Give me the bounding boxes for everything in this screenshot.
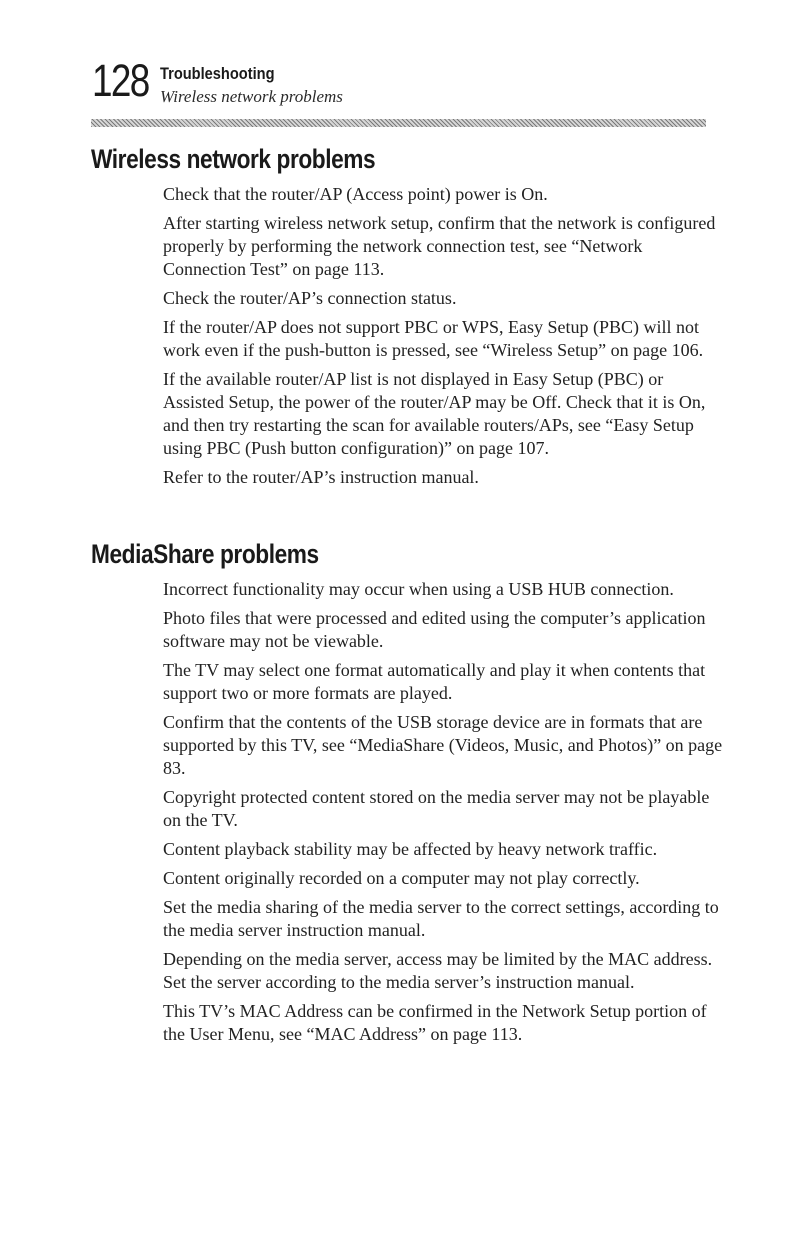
list-item: Confirm that the contents of the USB storage device are in formats that are supported by this TV, see “MediaShare (Videos, Music, and Photos)” on page 83. xyxy=(163,712,723,778)
list-item: Depending on the media server, access may be limited by the MAC address. Set the server according to the media server’s instruction manual. xyxy=(163,949,713,992)
section-heading: Wireless network problems xyxy=(91,144,376,174)
mediashare-problems-section xyxy=(91,538,731,1052)
list-item: If the router/AP does not support PBC or WPS, Easy Setup (PBC) will not work even if the push-button is pressed, see “Wireless Setup” on page 106. xyxy=(163,317,704,360)
list-item: The TV may select one format automatically and play it when contents that support two or more formats are played. xyxy=(163,660,706,703)
list-item: Incorrect functionality may occur when using a USB HUB connection. xyxy=(163,579,674,599)
running-header-chapter: Troubleshooting xyxy=(160,64,275,83)
header-rule xyxy=(91,119,706,127)
list-item: Check that the router/AP (Access point) power is On. xyxy=(163,184,548,204)
section-heading: MediaShare problems xyxy=(91,539,319,569)
list-item: Copyright protected content stored on the media server may not be playable on the TV. xyxy=(163,787,710,830)
troubleshooting-list xyxy=(163,183,723,489)
wireless-network-problems-section xyxy=(91,143,731,495)
list-item: If the available router/AP list is not displayed in Easy Setup (PBC) or Assisted Setup, the power of the router/AP may be Off. Check that it is On, and then try restarting the scan for available routers/APs, see “Easy Setup using PBC (Push button configuration)” on page 107. xyxy=(163,369,706,458)
running-header-section: Wireless network problems xyxy=(160,87,343,106)
list-item: After starting wireless network setup, confirm that the network is configured properly by performing the network connection test, see “Network Connection Test” on page 113. xyxy=(163,213,716,279)
troubleshooting-list xyxy=(163,578,723,1046)
page-number: 128 xyxy=(92,55,149,106)
list-item: Photo files that were processed and edited using the computer’s application software may not be viewable. xyxy=(163,608,706,651)
list-item: Refer to the router/AP’s instruction manual. xyxy=(163,467,479,487)
list-item: Check the router/AP’s connection status. xyxy=(163,288,457,308)
list-item: Content playback stability may be affected by heavy network traffic. xyxy=(163,839,658,859)
list-item: This TV’s MAC Address can be confirmed in the Network Setup portion of the User Menu, see “MAC Address” on page 113. xyxy=(163,1001,707,1044)
list-item: Content originally recorded on a computer may not play correctly. xyxy=(163,868,640,888)
list-item: Set the media sharing of the media server to the correct settings, according to the media server instruction manual. xyxy=(163,897,719,940)
